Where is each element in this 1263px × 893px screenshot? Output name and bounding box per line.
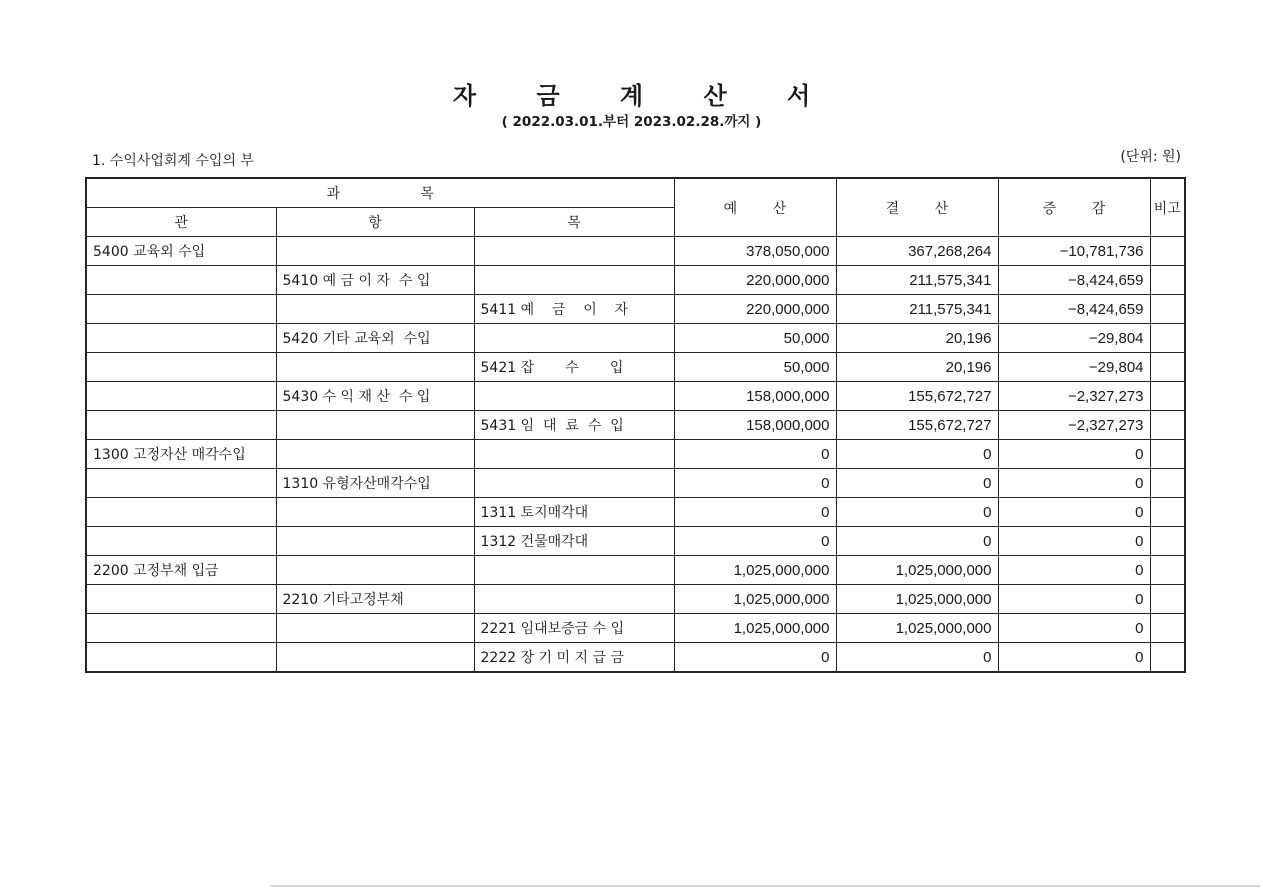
cell-hang: 2210 기타고정부채 bbox=[276, 585, 474, 614]
cash-flow-table bbox=[85, 177, 1186, 673]
header-row-top bbox=[86, 178, 1185, 208]
table-row bbox=[86, 237, 1185, 266]
cell-settlement: 0 bbox=[836, 440, 998, 469]
cell-remarks bbox=[1150, 295, 1185, 324]
cell-hang bbox=[276, 498, 474, 527]
cell-gwan: 5400 교육외 수입 bbox=[86, 237, 276, 266]
cell-settlement: 211,575,341 bbox=[836, 295, 998, 324]
cell-mok bbox=[474, 469, 674, 498]
cell-budget: 1,025,000,000 bbox=[674, 585, 836, 614]
cell-settlement: 155,672,727 bbox=[836, 382, 998, 411]
cell-budget: 158,000,000 bbox=[674, 382, 836, 411]
cell-budget: 50,000 bbox=[674, 353, 836, 382]
cell-mok bbox=[474, 324, 674, 353]
cell-change: 0 bbox=[998, 440, 1150, 469]
cell-settlement: 367,268,264 bbox=[836, 237, 998, 266]
cell-gwan bbox=[86, 498, 276, 527]
table-row bbox=[86, 585, 1185, 614]
table-row bbox=[86, 527, 1185, 556]
cell-gwan bbox=[86, 382, 276, 411]
table-row bbox=[86, 382, 1185, 411]
cell-hang bbox=[276, 440, 474, 469]
cell-mok: 2222 장 기 미 지 급 금 bbox=[474, 643, 674, 673]
cell-remarks bbox=[1150, 614, 1185, 643]
cell-change: 0 bbox=[998, 643, 1150, 673]
cell-gwan: 2200 고정부채 입금 bbox=[86, 556, 276, 585]
cell-settlement: 20,196 bbox=[836, 324, 998, 353]
table-row bbox=[86, 353, 1185, 382]
cell-gwan bbox=[86, 266, 276, 295]
cell-change: −2,327,273 bbox=[998, 411, 1150, 440]
header-settlement: 결 산 bbox=[836, 178, 998, 237]
cell-hang bbox=[276, 614, 474, 643]
cell-change: −29,804 bbox=[998, 353, 1150, 382]
cell-gwan bbox=[86, 324, 276, 353]
table-row bbox=[86, 556, 1185, 585]
cell-remarks bbox=[1150, 266, 1185, 295]
cell-remarks bbox=[1150, 527, 1185, 556]
document-title: 자 금 계 산 서 bbox=[452, 82, 837, 110]
cell-budget: 0 bbox=[674, 440, 836, 469]
cell-budget: 0 bbox=[674, 498, 836, 527]
cell-change: −2,327,273 bbox=[998, 382, 1150, 411]
accounting-period: ( 2022.03.01.부터 2023.02.28.까지 ) bbox=[501, 114, 762, 130]
header-remarks: 비고 bbox=[1150, 178, 1185, 237]
cell-gwan bbox=[86, 295, 276, 324]
cell-remarks bbox=[1150, 556, 1185, 585]
header-gwamok: 과 목 bbox=[86, 178, 674, 208]
cell-change: 0 bbox=[998, 614, 1150, 643]
cell-remarks bbox=[1150, 353, 1185, 382]
table-row bbox=[86, 411, 1185, 440]
header-mok: 목 bbox=[474, 208, 674, 237]
cell-gwan bbox=[86, 614, 276, 643]
cell-budget: 0 bbox=[674, 643, 836, 673]
cell-gwan bbox=[86, 469, 276, 498]
cell-settlement: 0 bbox=[836, 527, 998, 556]
table-row bbox=[86, 469, 1185, 498]
cell-gwan: 1300 고정자산 매각수입 bbox=[86, 440, 276, 469]
table-row bbox=[86, 643, 1185, 673]
cell-remarks bbox=[1150, 237, 1185, 266]
cell-budget: 378,050,000 bbox=[674, 237, 836, 266]
cell-change: −29,804 bbox=[998, 324, 1150, 353]
cell-budget: 50,000 bbox=[674, 324, 836, 353]
cell-settlement: 155,672,727 bbox=[836, 411, 998, 440]
cell-gwan bbox=[86, 643, 276, 673]
cell-gwan bbox=[86, 527, 276, 556]
cell-remarks bbox=[1150, 585, 1185, 614]
cell-remarks bbox=[1150, 440, 1185, 469]
cell-mok: 2221 임대보증금 수 입 bbox=[474, 614, 674, 643]
cell-change: −10,781,736 bbox=[998, 237, 1150, 266]
cell-mok bbox=[474, 556, 674, 585]
cell-settlement: 1,025,000,000 bbox=[836, 614, 998, 643]
table-row bbox=[86, 614, 1185, 643]
table-row bbox=[86, 498, 1185, 527]
cell-change: 0 bbox=[998, 469, 1150, 498]
cell-settlement: 211,575,341 bbox=[836, 266, 998, 295]
cell-settlement: 0 bbox=[836, 498, 998, 527]
table-row bbox=[86, 295, 1185, 324]
cell-hang bbox=[276, 353, 474, 382]
cell-budget: 158,000,000 bbox=[674, 411, 836, 440]
cell-hang: 5420 기타 교육외 수입 bbox=[276, 324, 474, 353]
cell-mok bbox=[474, 382, 674, 411]
cell-budget: 1,025,000,000 bbox=[674, 556, 836, 585]
cell-settlement: 1,025,000,000 bbox=[836, 556, 998, 585]
cell-mok: 5421 잡 수 입 bbox=[474, 353, 674, 382]
cell-remarks bbox=[1150, 324, 1185, 353]
cell-hang bbox=[276, 556, 474, 585]
cell-change: 0 bbox=[998, 498, 1150, 527]
table-row bbox=[86, 266, 1185, 295]
cell-budget: 1,025,000,000 bbox=[674, 614, 836, 643]
cell-change: 0 bbox=[998, 585, 1150, 614]
cell-settlement: 20,196 bbox=[836, 353, 998, 382]
cell-change: −8,424,659 bbox=[998, 266, 1150, 295]
cell-hang: 5410 예 금 이 자 수 입 bbox=[276, 266, 474, 295]
cell-mok bbox=[474, 266, 674, 295]
cell-mok bbox=[474, 237, 674, 266]
cell-change: 0 bbox=[998, 527, 1150, 556]
cell-hang bbox=[276, 237, 474, 266]
cell-hang bbox=[276, 643, 474, 673]
header-gwan: 관 bbox=[86, 208, 276, 237]
cell-mok: 1312 건물매각대 bbox=[474, 527, 674, 556]
cell-hang: 5430 수 익 재 산 수 입 bbox=[276, 382, 474, 411]
cell-settlement: 0 bbox=[836, 643, 998, 673]
section-title: 1. 수익사업회계 수입의 부 bbox=[92, 153, 254, 169]
cell-remarks bbox=[1150, 498, 1185, 527]
cell-remarks bbox=[1150, 382, 1185, 411]
cell-remarks bbox=[1150, 469, 1185, 498]
cell-change: 0 bbox=[998, 556, 1150, 585]
table-row bbox=[86, 440, 1185, 469]
cell-budget: 220,000,000 bbox=[674, 266, 836, 295]
cell-gwan bbox=[86, 411, 276, 440]
cell-mok: 5411 예 금 이 자 bbox=[474, 295, 674, 324]
cell-remarks bbox=[1150, 411, 1185, 440]
cell-mok bbox=[474, 440, 674, 469]
table-row bbox=[86, 324, 1185, 353]
cell-gwan bbox=[86, 353, 276, 382]
cell-budget: 0 bbox=[674, 469, 836, 498]
cell-change: −8,424,659 bbox=[998, 295, 1150, 324]
cell-mok: 5431 임 대 료 수 입 bbox=[474, 411, 674, 440]
cell-budget: 220,000,000 bbox=[674, 295, 836, 324]
cell-mok: 1311 토지매각대 bbox=[474, 498, 674, 527]
scan-edge-line bbox=[270, 885, 1260, 887]
cell-mok bbox=[474, 585, 674, 614]
header-change: 증 감 bbox=[998, 178, 1150, 237]
cell-hang bbox=[276, 295, 474, 324]
cell-hang bbox=[276, 527, 474, 556]
header-budget: 예 산 bbox=[674, 178, 836, 237]
cell-hang bbox=[276, 411, 474, 440]
cell-budget: 0 bbox=[674, 527, 836, 556]
cell-settlement: 0 bbox=[836, 469, 998, 498]
cell-gwan bbox=[86, 585, 276, 614]
cell-hang: 1310 유형자산매각수입 bbox=[276, 469, 474, 498]
currency-unit: (단위: 원) bbox=[1120, 149, 1181, 165]
cell-remarks bbox=[1150, 643, 1185, 673]
cell-settlement: 1,025,000,000 bbox=[836, 585, 998, 614]
header-hang: 항 bbox=[276, 208, 474, 237]
